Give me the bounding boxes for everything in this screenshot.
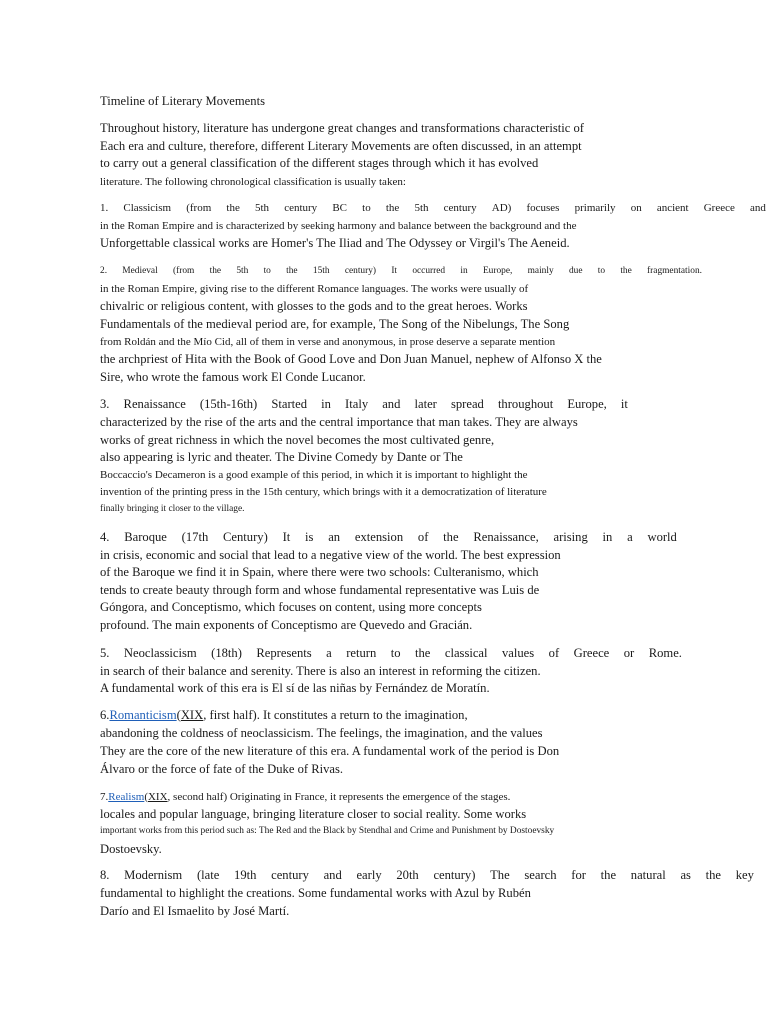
intro-line: Each era and culture, therefore, different Literary Movements are often discussed, in an attempt xyxy=(100,139,582,153)
word: and xyxy=(382,397,401,411)
word: natural xyxy=(630,868,666,882)
section-line: Sire, who wrote the famous work El Conde Lucanor. xyxy=(100,370,366,384)
word: classical xyxy=(444,646,488,660)
section-renaissance-heading xyxy=(100,396,628,412)
word: Neoclassicism xyxy=(123,646,197,660)
word: 3. xyxy=(100,397,110,411)
word: It xyxy=(282,530,291,544)
word: BC xyxy=(332,202,347,214)
word: early xyxy=(356,868,382,882)
word: of xyxy=(548,646,560,660)
word: Started xyxy=(271,397,308,411)
century-abbr: XIX xyxy=(180,708,204,722)
word: century xyxy=(284,202,318,214)
section-line: important works from this period such as: The Red and the Black by Stendhal and Crime and Punishment by Dostoevsky xyxy=(100,826,555,836)
word: AD) xyxy=(491,202,512,214)
section-number: 6. xyxy=(100,708,110,722)
section-line: Álvaro or the force of fate of the Duke of Rivas. xyxy=(100,762,344,776)
intro-line: to carry out a general classification of the different stages through which it has evolved xyxy=(100,156,539,170)
word: (17th xyxy=(181,530,209,544)
word: search xyxy=(524,868,557,882)
section-line: from Roldán and the Mío Cid, all of them in verse and anonymous, in prose deserve a separate mention xyxy=(100,336,556,348)
heading-rest: , second half) Originating in France, it represents the emergence of the stages. xyxy=(167,791,511,803)
word: extension xyxy=(354,530,404,544)
section-line: Boccaccio's Decameron is a good example of this period, in which it is important to highlight the xyxy=(100,469,528,481)
word: the xyxy=(209,266,222,276)
section-line: locales and popular language, bringing literature closer to social reality. Some works xyxy=(100,807,527,821)
word: century) xyxy=(344,266,377,276)
section-line: of the Baroque we find it in Spain, where there were two schools: Culteranismo, which xyxy=(100,565,539,579)
section-medieval-heading xyxy=(100,263,702,279)
word: 5th xyxy=(236,266,249,276)
section-line: Darío and El Ismaelito by José Martí. xyxy=(100,904,290,918)
word: Renaissance xyxy=(123,397,186,411)
section-line: finally bringing it closer to the village. xyxy=(100,504,245,514)
word: in xyxy=(460,266,468,276)
word: due xyxy=(568,266,583,276)
word: to xyxy=(390,646,401,660)
word: Italy xyxy=(345,397,369,411)
heading-rest: , first half). It constitutes a return to the imagination, xyxy=(203,708,468,722)
word: the xyxy=(705,868,722,882)
word: spread xyxy=(450,397,484,411)
section-line: in the Roman Empire and is characterized by seeking harmony and balance between the background and the xyxy=(100,220,577,232)
word: Renaissance, xyxy=(473,530,539,544)
word: or xyxy=(623,646,635,660)
word: on xyxy=(630,202,642,214)
word: Baroque xyxy=(124,530,167,544)
word: Modernism xyxy=(124,868,183,882)
word: century xyxy=(271,868,309,882)
word: an xyxy=(328,530,341,544)
word: Represents xyxy=(256,646,312,660)
section-line: profound. The main exponents of Conceptismo are Quevedo and Gracián. xyxy=(100,618,473,632)
section-line: A fundamental work of this era is El sí de las niñas by Fernández de Moratín. xyxy=(100,681,490,695)
word: the xyxy=(226,202,240,214)
word: 15th xyxy=(312,266,330,276)
realism-link[interactable]: Realism xyxy=(108,791,145,803)
section-baroque-heading xyxy=(100,529,677,545)
word: of xyxy=(417,530,429,544)
word: 20th xyxy=(396,868,419,882)
word: and xyxy=(323,868,342,882)
word: Europe, xyxy=(482,266,513,276)
word: (late xyxy=(196,868,220,882)
section-number: 7. xyxy=(100,791,109,803)
section-line: Unforgettable classical works are Homer's The Iliad and The Odyssey or Virgil's The Aeneid. xyxy=(100,236,570,250)
word: a xyxy=(627,530,633,544)
word: arising xyxy=(553,530,588,544)
word: the xyxy=(385,202,400,214)
section-realism-heading xyxy=(100,789,510,805)
intro-line: Throughout history, literature has undergone great changes and transformations characteristic of xyxy=(100,121,584,135)
section-line: fundamental to highlight the creations. Some fundamental works with Azul by Rubén xyxy=(100,886,531,900)
word: 5. xyxy=(100,646,110,660)
word: 2. xyxy=(100,266,108,276)
section-line: in search of their balance and serenity. There is also an interest in reforming the citizen. xyxy=(100,664,541,678)
word: century) xyxy=(433,868,476,882)
paren-open: ( xyxy=(176,708,181,722)
section-romanticism-heading xyxy=(100,707,468,723)
section-line: Dostoevsky. xyxy=(100,842,162,856)
word: the xyxy=(443,530,459,544)
word: throughout xyxy=(497,397,554,411)
word: occurred xyxy=(412,266,446,276)
word: primarily xyxy=(574,202,616,214)
section-line: Góngora, and Conceptismo, which focuses on content, using more concepts xyxy=(100,600,482,614)
word: 5th xyxy=(254,202,270,214)
section-line: the archpriest of Hita with the Book of Good Love and Don Juan Manuel, nephew of Alfonso X the xyxy=(100,352,602,366)
word: ancient xyxy=(656,202,689,214)
word: for xyxy=(571,868,586,882)
section-line: characterized by the rise of the arts and the central importance that man takes. They are always xyxy=(100,415,578,429)
paren-open: ( xyxy=(144,791,148,803)
section-line: Fundamentals of the medieval period are, for example, The Song of the Nibelungs, The Song xyxy=(100,317,570,331)
word: It xyxy=(391,266,398,276)
word: Classicism xyxy=(123,202,172,214)
word: it xyxy=(620,397,628,411)
section-line: in the Roman Empire, giving rise to the different Romance languages. The works were usually of xyxy=(100,283,529,295)
word: (15th-16th) xyxy=(199,397,258,411)
word: 5th xyxy=(414,202,429,214)
section-neoclassicism-heading xyxy=(100,645,682,661)
word: 19th xyxy=(234,868,257,882)
word: (18th) xyxy=(211,646,242,660)
word: in xyxy=(321,397,331,411)
word: the xyxy=(286,266,298,276)
word: the xyxy=(600,868,617,882)
section-line: chivalric or religious content, with glosses to the gods and to the great heroes. Works xyxy=(100,299,528,313)
word: fragmentation. xyxy=(647,266,702,276)
word: key xyxy=(735,868,754,882)
word: to xyxy=(362,202,371,214)
word: values xyxy=(502,646,535,660)
century-abbr: XIX xyxy=(147,791,168,803)
word: and xyxy=(750,202,766,214)
word: the xyxy=(620,266,632,276)
word: 4. xyxy=(100,530,110,544)
word: return xyxy=(346,646,377,660)
section-line: invention of the printing press in the 15th century, which brings with it a democratization of literature xyxy=(100,486,547,498)
word: Medieval xyxy=(122,266,158,276)
section-line: abandoning the coldness of neoclassicism. The feelings, the imagination, and the values xyxy=(100,726,543,740)
word: mainly xyxy=(527,266,554,276)
word: a xyxy=(326,646,332,660)
word: to xyxy=(263,266,271,276)
romanticism-link[interactable]: Romanticism xyxy=(109,708,177,722)
word: Greece xyxy=(573,646,610,660)
section-modernism-heading xyxy=(100,867,754,883)
word: (from xyxy=(172,266,195,276)
section-line: also appearing is lyric and theater. The Divine Comedy by Dante or The xyxy=(100,450,463,464)
word: Rome. xyxy=(648,646,682,660)
page-title: Timeline of Literary Movements xyxy=(100,94,265,108)
word: Greece xyxy=(703,202,735,214)
word: (from xyxy=(186,202,212,214)
section-classicism-heading xyxy=(100,200,766,216)
word: 8. xyxy=(100,868,110,882)
word: Century) xyxy=(223,530,268,544)
intro-line: literature. The following chronological classification is usually taken: xyxy=(100,176,406,188)
word: The xyxy=(490,868,510,882)
section-line: They are the core of the new literature of this era. A fundamental work of the period is Don xyxy=(100,744,560,758)
section-line: in crisis, economic and social that lead to a negative view of the world. The best expression xyxy=(100,548,561,562)
word: 1. xyxy=(100,202,109,214)
section-line: tends to create beauty through form and whose fundamental representative was Luis de xyxy=(100,583,540,597)
word: Europe, xyxy=(567,397,607,411)
word: to xyxy=(597,266,606,276)
word: century xyxy=(443,202,477,214)
word: in xyxy=(602,530,613,544)
word: the xyxy=(415,646,431,660)
word: world xyxy=(647,530,677,544)
word: focuses xyxy=(526,202,560,214)
word: later xyxy=(414,397,437,411)
word: as xyxy=(680,868,691,882)
word: is xyxy=(305,530,314,544)
section-line: works of great richness in which the novel becomes the most cultivated genre, xyxy=(100,433,495,447)
